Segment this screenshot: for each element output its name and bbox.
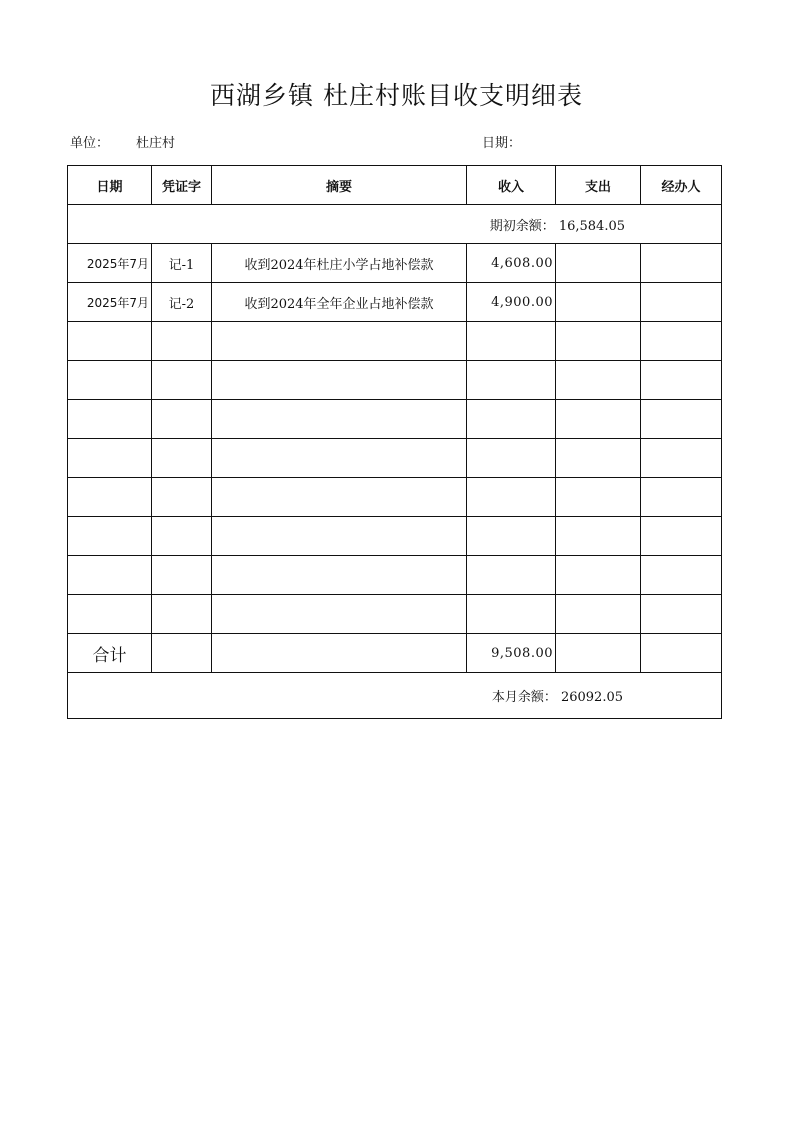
entry-date: 2025年7月 [68, 244, 152, 283]
entry-date: 2025年7月 [68, 283, 152, 322]
entry-expense [556, 244, 641, 283]
entry-voucher: 记-1 [152, 244, 212, 283]
header-income: 收入 [467, 166, 556, 205]
date-label: 日期： [482, 136, 522, 151]
unit-label: 单位： [70, 136, 110, 151]
entry-handler [641, 244, 722, 283]
unit-value: 杜庄村 [136, 136, 176, 151]
total-row [68, 634, 722, 673]
page-title: 西湖乡镇 杜庄村账目收支明细表 [210, 81, 583, 110]
entry-voucher: 记-2 [152, 283, 212, 322]
closing-balance: 本月余额： 26092.05 [68, 673, 722, 719]
empty-row [68, 478, 722, 517]
entry-expense [556, 283, 641, 322]
header-expense: 支出 [556, 166, 641, 205]
total-expense [556, 634, 641, 673]
header-summary: 摘要 [212, 166, 467, 205]
total-income: 9,508.00 [467, 634, 556, 673]
empty-row [68, 517, 722, 556]
entry-summary: 收到2024年杜庄小学占地补偿款 [212, 244, 467, 283]
closing-balance-row [68, 673, 722, 719]
header-voucher: 凭证字 [152, 166, 212, 205]
empty-row [68, 322, 722, 361]
entry-summary: 收到2024年全年企业占地补偿款 [212, 283, 467, 322]
ledger-table [67, 165, 722, 719]
header-date: 日期 [68, 166, 152, 205]
table-row [68, 283, 722, 322]
empty-row [68, 439, 722, 478]
empty-row [68, 595, 722, 634]
opening-balance-row [68, 205, 722, 244]
header-row [68, 166, 722, 205]
empty-row [68, 556, 722, 595]
entry-handler [641, 283, 722, 322]
empty-row [68, 361, 722, 400]
header-handler: 经办人 [641, 166, 722, 205]
entry-income: 4,900.00 [467, 283, 556, 322]
table-row [68, 244, 722, 283]
total-label: 合计 [68, 634, 152, 673]
empty-row [68, 400, 722, 439]
entry-income: 4,608.00 [467, 244, 556, 283]
opening-balance: 期初余额： 16,584.05 [68, 205, 722, 244]
